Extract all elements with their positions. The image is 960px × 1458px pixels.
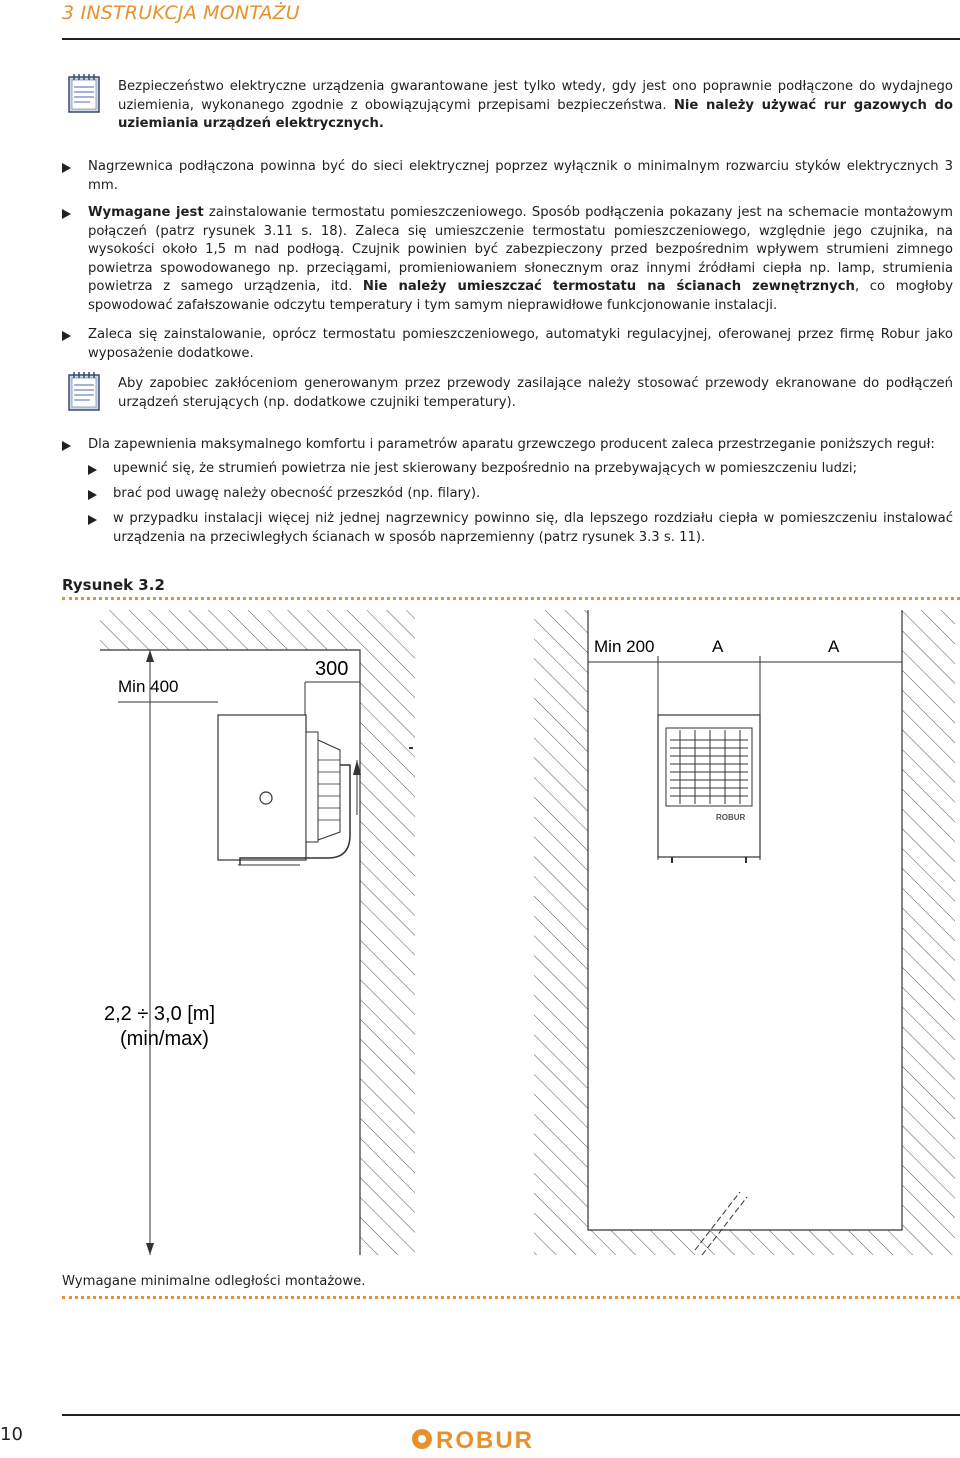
thermostat-text: zainstalowanie termostatu pomieszczeniowego. Sposób podłączenia pokazany jest na schemacie montażowym połączeń (patrz rysunek 3.11 s. 18). Zaleca się umieszczenie termostatu pomieszczeniowego, względnie jego czujnika, na wysokości około 1,5 m nad podłogą. Czujnik powinien być zabezpieczony przed bezpośrednim wpływem strumieni zimnego powietrza spowodowanego np. przeciągami, promieniowaniem słonecznym oraz innymi źródłami ciepła np. lamp, strumienia powietrza z samego urządzenia, itd.	[88, 205, 953, 295]
unit-brand-label: ROBUR	[716, 813, 746, 822]
dim-a-left: A	[712, 637, 724, 656]
footer-rule	[62, 1414, 960, 1416]
rule-airflow: upewnić się, że strumień powietrza nie jest skierowany bezpośrednio na przebywających w pomieszczeniu ludzi;	[113, 461, 858, 476]
notepad-icon	[66, 370, 102, 412]
section-title: 3 INSTRUKCJA MONTAŻU	[62, 2, 300, 24]
thermostat-required-bold: Wymagane jest	[88, 205, 204, 220]
figure-bottom-rule	[62, 1296, 960, 1299]
bullet-marker	[88, 490, 97, 500]
bullet-marker	[88, 515, 97, 525]
bullet-marker	[62, 441, 71, 451]
safety-text: Bezpieczeństwo elektryczne urządzenia gwarantowane jest tylko wtedy, gdy jest ono poprawnie podłączone do wydajnego uziemienia, wykonanego zgodnie z obowiązującymi przepisami bezpieczeństwa.	[118, 79, 953, 113]
safety-warning-bold: Nie należy używać rur gazowych do uziemiania urządzeń elektrycznych.	[118, 97, 953, 132]
rule-obstacles: brać pod uwagę należy obecność przeszkód (np. filary).	[113, 486, 481, 501]
rule-alternate-walls: w przypadku instalacji więcej niż jednej nagrzewnicy powinno się, dla lepszego rozdziału ciepła w pomieszczeniu instalować urządzenia na przeciwległych ścianach w sposób naprzemienny (patrz rysunek 3.3 s. 11).	[113, 511, 953, 545]
figure-caption: Wymagane minimalne odległości montażowe.	[62, 1274, 366, 1289]
thermostat-text-end: , co mogłoby spowodować zafałszowanie odczytu temperatury i tym samym nieprawidłowe funkcjonowanie instalacji.	[88, 279, 954, 313]
robur-logo	[410, 1426, 600, 1452]
shielded-cable-paragraph: Aby zapobiec zakłóceniom generowanym przez przewody zasilające należy stosować przewody ekranowane do podłączeń urządzeń sterujących (np. dodatkowe czujniki temperatury).	[118, 376, 953, 410]
dim-a-right: A	[828, 637, 840, 656]
installation-diagram	[0, 600, 960, 1270]
side-view-wall	[100, 610, 415, 1255]
switch-paragraph: Nagrzewnica podłączona powinna być do sieci elektrycznej poprzez wyłącznik o minimalnym rozwarciu styków elektrycznych 3 mm.	[88, 159, 953, 193]
heater-front-view	[658, 715, 760, 863]
bullet-marker	[62, 163, 71, 173]
dim-min400: Min 400	[118, 677, 179, 696]
front-view-walls	[534, 610, 955, 1255]
bullet-marker	[88, 465, 97, 475]
dim-min200: Min 200	[594, 637, 655, 656]
height-minmax: (min/max)	[120, 1028, 209, 1050]
thermostat-warning-bold: Nie należy umieszczać termostatu na ścianach zewnętrznych	[362, 279, 855, 295]
page-number: 10	[0, 1424, 23, 1445]
automation-paragraph: Zaleca się zainstalowanie, oprócz termostatu pomieszczeniowego, automatyki regulacyjnej, oferowanej przez firmę Robur jako wyposażenie dodatkowe.	[88, 327, 953, 361]
bullet-marker	[62, 209, 71, 219]
figure-label: Rysunek 3.2	[62, 576, 165, 594]
header-rule	[62, 38, 960, 40]
notepad-icon	[66, 72, 102, 114]
bullet-marker	[62, 331, 71, 341]
logo-text: ROBUR	[436, 1427, 534, 1452]
comfort-paragraph: Dla zapewnienia maksymalnego komfortu i parametrów aparatu grzewczego producent zaleca przestrzeganie poniższych reguł:	[88, 437, 935, 452]
height-range: 2,2 ÷ 3,0 [m]	[104, 1003, 216, 1025]
thermostat-paragraph	[88, 204, 953, 316]
safety-paragraph	[118, 78, 953, 134]
dim-300: 300	[315, 658, 349, 680]
